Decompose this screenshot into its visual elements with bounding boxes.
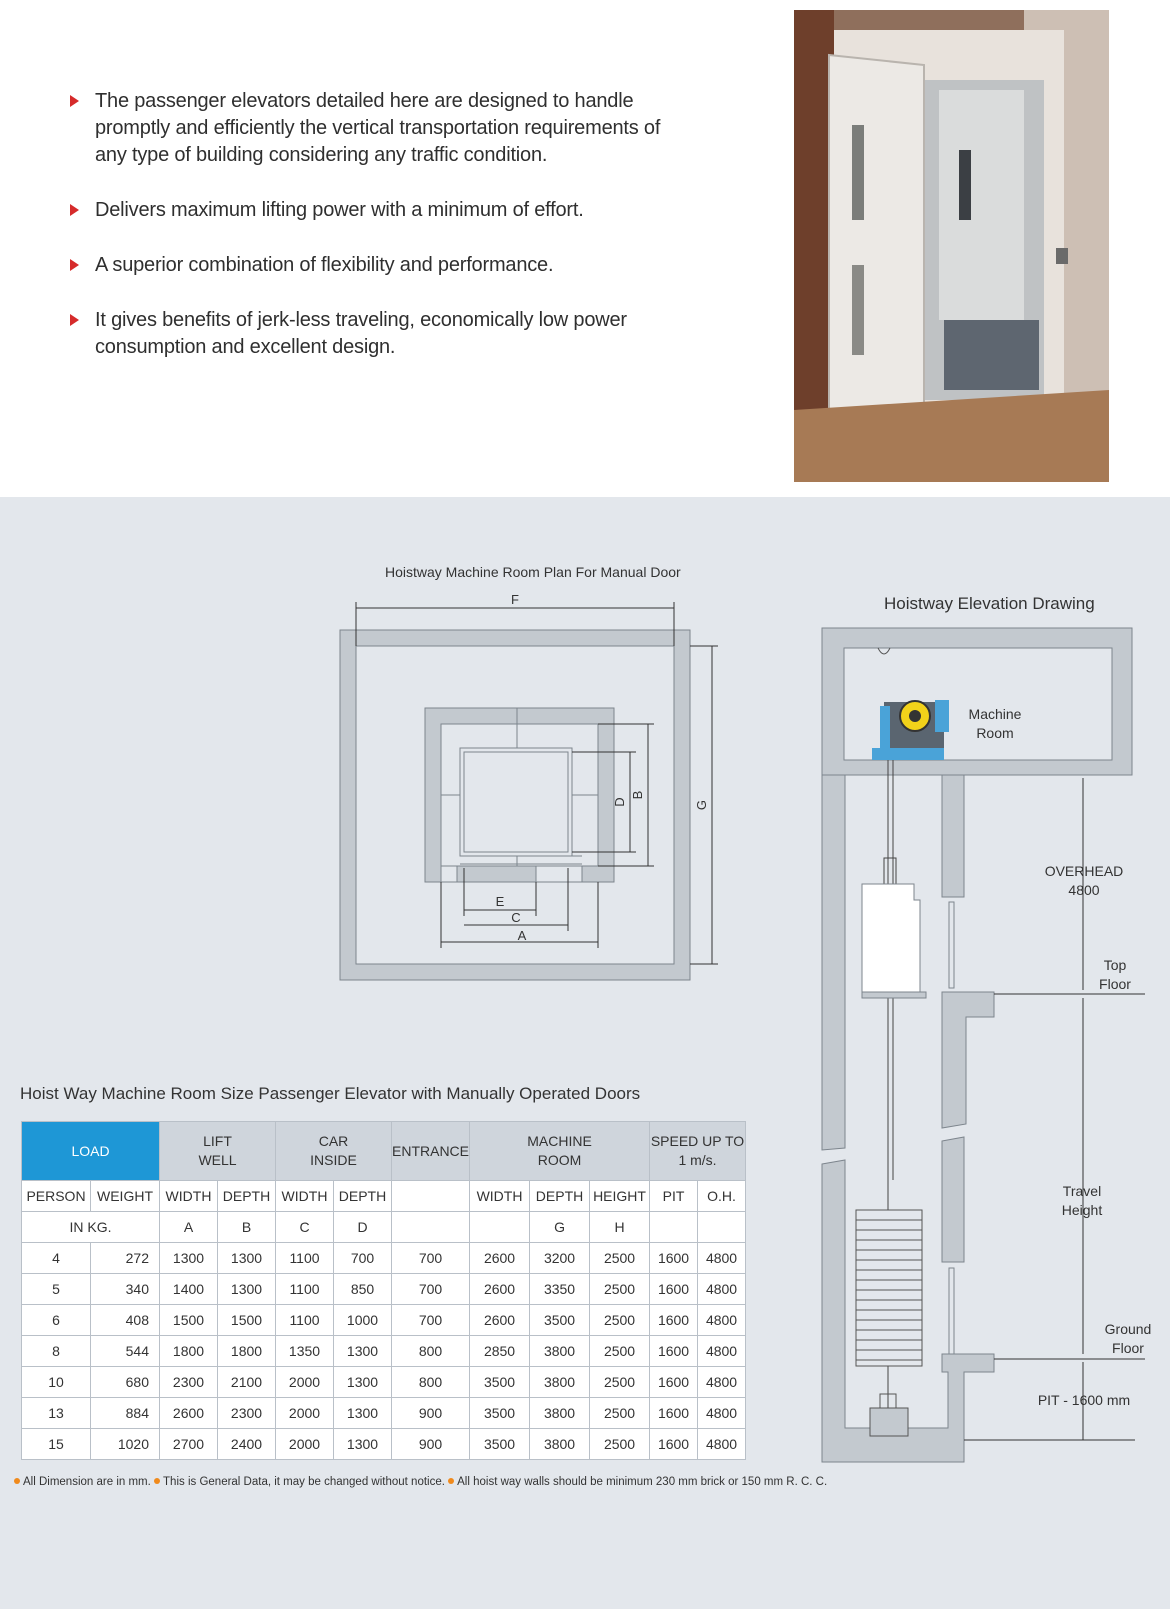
table-cell: 1300 bbox=[334, 1429, 392, 1460]
letter-cell: G bbox=[530, 1212, 590, 1243]
top-floor-slab bbox=[942, 992, 994, 1128]
hoistway-plan-drawing bbox=[330, 595, 730, 985]
table-cell: 3500 bbox=[530, 1305, 590, 1336]
table-cell: 15 bbox=[22, 1429, 91, 1460]
bullet-dot-icon bbox=[448, 1478, 454, 1484]
table-title: Hoist Way Machine Room Size Passenger Elevator with Manually Operated Doors bbox=[20, 1084, 641, 1103]
table-cell: 1300 bbox=[334, 1336, 392, 1367]
machine-motor-icon bbox=[872, 700, 949, 760]
table-cell: 800 bbox=[392, 1367, 470, 1398]
table-cell: 4 bbox=[22, 1243, 91, 1274]
overhead-value: 4800 bbox=[1068, 882, 1100, 898]
feature-item bbox=[70, 197, 670, 224]
elevation-title: Hoistway Elevation Drawing bbox=[884, 594, 1095, 613]
feature-text: A superior combination of flexibility and performance. bbox=[95, 254, 554, 276]
plan-title: Hoistway Machine Room Plan For Manual Door bbox=[385, 564, 681, 580]
letter-cell: IN KG. bbox=[22, 1212, 160, 1243]
table-cell: 1400 bbox=[160, 1274, 218, 1305]
bullet-dot-icon bbox=[154, 1478, 160, 1484]
machine-room-label: Room bbox=[976, 725, 1014, 741]
table-cell: 272 bbox=[91, 1243, 160, 1274]
table-cell: 2400 bbox=[218, 1429, 276, 1460]
table-cell: 2600 bbox=[470, 1243, 530, 1274]
table-cell: 4800 bbox=[698, 1274, 746, 1305]
header-speed: SPEED UP TO 1 m/s. bbox=[650, 1122, 746, 1181]
top-floor-label: Floor bbox=[1099, 976, 1131, 992]
table-cell: 1300 bbox=[160, 1243, 218, 1274]
footnotes bbox=[14, 1476, 827, 1488]
subheader-cell bbox=[392, 1181, 470, 1212]
subheader-cell: DEPTH bbox=[218, 1181, 276, 1212]
dimension-label-a: A bbox=[517, 928, 527, 943]
table-cell: 3500 bbox=[470, 1398, 530, 1429]
bullet-arrow-icon bbox=[70, 95, 79, 107]
travel-height-label: Travel bbox=[1062, 1183, 1102, 1199]
table-cell: 2300 bbox=[218, 1398, 276, 1429]
table-cell: 2500 bbox=[590, 1398, 650, 1429]
header-entrance: ENTRANCE bbox=[392, 1122, 470, 1181]
dimension-label-e: E bbox=[495, 894, 505, 909]
table-cell: 1500 bbox=[160, 1305, 218, 1336]
table-cell: 700 bbox=[334, 1243, 392, 1274]
table-cell: 900 bbox=[392, 1398, 470, 1429]
table-cell: 3500 bbox=[470, 1429, 530, 1460]
footnote-text: This is General Data, it may be changed without notice. bbox=[163, 1476, 445, 1488]
buffer bbox=[870, 1408, 908, 1436]
dimension-label-c: C bbox=[511, 910, 521, 925]
table-cell: 3200 bbox=[530, 1243, 590, 1274]
header-load: LOAD bbox=[22, 1122, 160, 1181]
table-cell: 4800 bbox=[698, 1398, 746, 1429]
table-cell: 2500 bbox=[590, 1274, 650, 1305]
feature-item bbox=[70, 307, 670, 361]
table-cell: 2100 bbox=[218, 1367, 276, 1398]
dimension-label-d: D bbox=[612, 797, 627, 807]
table-cell: 1350 bbox=[276, 1336, 334, 1367]
travel-height-label: Height bbox=[1061, 1202, 1103, 1218]
table-cell: 1800 bbox=[218, 1336, 276, 1367]
letter-cell: A bbox=[160, 1212, 218, 1243]
subheader-cell: HEIGHT bbox=[590, 1181, 650, 1212]
table-cell: 2500 bbox=[590, 1367, 650, 1398]
feature-text: Delivers maximum lifting power with a minimum of effort. bbox=[95, 199, 584, 221]
letter-cell bbox=[392, 1212, 470, 1243]
table-cell: 4800 bbox=[698, 1336, 746, 1367]
table-cell: 544 bbox=[91, 1336, 160, 1367]
letter-cell: B bbox=[218, 1212, 276, 1243]
table-cell: 1300 bbox=[334, 1367, 392, 1398]
table-cell: 5 bbox=[22, 1274, 91, 1305]
table-cell: 4800 bbox=[698, 1429, 746, 1460]
machine-room-label: Machine bbox=[968, 706, 1022, 722]
table-cell: 2500 bbox=[590, 1243, 650, 1274]
top-floor-label: Top bbox=[1103, 957, 1127, 973]
bullet-arrow-icon bbox=[70, 314, 79, 326]
table-row bbox=[22, 1398, 746, 1429]
subheader-cell: DEPTH bbox=[530, 1181, 590, 1212]
subheader-cell: WIDTH bbox=[276, 1181, 334, 1212]
table-cell: 13 bbox=[22, 1398, 91, 1429]
subheader-cell: WEIGHT bbox=[91, 1181, 160, 1212]
subheader-cell: DEPTH bbox=[334, 1181, 392, 1212]
table-cell: 8 bbox=[22, 1336, 91, 1367]
ground-floor-label: Ground bbox=[1104, 1321, 1152, 1337]
table-row bbox=[22, 1305, 746, 1336]
subheader-cell: WIDTH bbox=[470, 1181, 530, 1212]
table-subheader-row bbox=[22, 1181, 746, 1212]
table-cell: 3800 bbox=[530, 1429, 590, 1460]
table-cell: 408 bbox=[91, 1305, 160, 1336]
table-row bbox=[22, 1336, 746, 1367]
spec-table bbox=[21, 1121, 746, 1460]
table-cell: 4800 bbox=[698, 1243, 746, 1274]
counterweight bbox=[856, 1210, 922, 1366]
table-cell: 340 bbox=[91, 1274, 160, 1305]
table-cell: 3800 bbox=[530, 1398, 590, 1429]
table-cell: 2000 bbox=[276, 1398, 334, 1429]
subheader-cell: WIDTH bbox=[160, 1181, 218, 1212]
table-cell: 2500 bbox=[590, 1429, 650, 1460]
table-row bbox=[22, 1367, 746, 1398]
feature-text: The passenger elevators detailed here are designed to handle promptly and efficiently the vertical transportation requirements of any type of building considering any traffic condition. bbox=[95, 90, 661, 166]
table-cell: 1600 bbox=[650, 1336, 698, 1367]
header-lift-well: LIFT WELL bbox=[160, 1122, 276, 1181]
pit-label: PIT - 1600 mm bbox=[1037, 1392, 1131, 1408]
table-cell: 884 bbox=[91, 1398, 160, 1429]
table-cell: 2700 bbox=[160, 1429, 218, 1460]
table-cell: 1500 bbox=[218, 1305, 276, 1336]
table-cell: 1300 bbox=[334, 1398, 392, 1429]
table-body bbox=[22, 1243, 746, 1460]
table-cell: 680 bbox=[91, 1367, 160, 1398]
table-cell: 1100 bbox=[276, 1305, 334, 1336]
bullet-dot-icon bbox=[14, 1478, 20, 1484]
overhead-label: OVERHEAD bbox=[1044, 863, 1124, 879]
table-cell: 2600 bbox=[160, 1398, 218, 1429]
table-cell: 2850 bbox=[470, 1336, 530, 1367]
table-cell: 1600 bbox=[650, 1367, 698, 1398]
intro-section bbox=[0, 0, 1170, 497]
machine-room-wall bbox=[822, 628, 1132, 775]
letter-cell: C bbox=[276, 1212, 334, 1243]
table-cell: 3350 bbox=[530, 1274, 590, 1305]
subheader-cell: O.H. bbox=[698, 1181, 746, 1212]
letter-cell: H bbox=[590, 1212, 650, 1243]
dimension-label-f: F bbox=[511, 595, 519, 607]
shaft-wall-segment bbox=[942, 1137, 964, 1262]
table-cell: 2600 bbox=[470, 1305, 530, 1336]
table-cell: 2000 bbox=[276, 1429, 334, 1460]
dimension-label-b: B bbox=[630, 790, 645, 800]
table-cell: 2500 bbox=[590, 1336, 650, 1367]
table-cell: 6 bbox=[22, 1305, 91, 1336]
feature-item bbox=[70, 252, 670, 279]
footnote-text: All Dimension are in mm. bbox=[23, 1476, 151, 1488]
table-cell: 700 bbox=[392, 1305, 470, 1336]
table-cell: 3800 bbox=[530, 1367, 590, 1398]
table-cell: 1800 bbox=[160, 1336, 218, 1367]
shaft-wall-left-upper bbox=[822, 775, 845, 1150]
bullet-arrow-icon bbox=[70, 259, 79, 271]
ground-floor-label: Floor bbox=[1112, 1340, 1144, 1356]
table-cell: 2000 bbox=[276, 1367, 334, 1398]
bullet-arrow-icon bbox=[70, 204, 79, 216]
table-cell: 900 bbox=[392, 1429, 470, 1460]
table-cell: 10 bbox=[22, 1367, 91, 1398]
table-cell: 850 bbox=[334, 1274, 392, 1305]
table-cell: 1100 bbox=[276, 1274, 334, 1305]
table-cell: 1100 bbox=[276, 1243, 334, 1274]
table-cell: 1020 bbox=[91, 1429, 160, 1460]
table-row bbox=[22, 1274, 746, 1305]
table-cell: 700 bbox=[392, 1274, 470, 1305]
letter-cell bbox=[650, 1212, 698, 1243]
table-cell: 2300 bbox=[160, 1367, 218, 1398]
table-cell: 1300 bbox=[218, 1274, 276, 1305]
header-machine-room: MACHINE ROOM bbox=[470, 1122, 650, 1181]
table-cell: 1300 bbox=[218, 1243, 276, 1274]
table-cell: 1600 bbox=[650, 1305, 698, 1336]
letter-cell: D bbox=[334, 1212, 392, 1243]
table-cell: 4800 bbox=[698, 1367, 746, 1398]
header-car-inside: CAR INSIDE bbox=[276, 1122, 392, 1181]
table-cell: 1600 bbox=[650, 1274, 698, 1305]
table-header-row bbox=[22, 1122, 746, 1181]
subheader-cell: PIT bbox=[650, 1181, 698, 1212]
table-cell: 1600 bbox=[650, 1243, 698, 1274]
letter-cell bbox=[698, 1212, 746, 1243]
dimension-label-g: G bbox=[694, 799, 709, 811]
table-letter-row bbox=[22, 1212, 746, 1243]
table-cell: 700 bbox=[392, 1243, 470, 1274]
shaft-wall-segment bbox=[942, 775, 964, 897]
table-row bbox=[22, 1429, 746, 1460]
feature-text: It gives benefits of jerk-less traveling, economically low power consumption and excellent design. bbox=[95, 309, 627, 358]
table-cell: 2600 bbox=[470, 1274, 530, 1305]
table-cell: 1600 bbox=[650, 1429, 698, 1460]
table-cell: 3800 bbox=[530, 1336, 590, 1367]
table-cell: 1000 bbox=[334, 1305, 392, 1336]
table-cell: 3500 bbox=[470, 1367, 530, 1398]
subheader-cell: PERSON bbox=[22, 1181, 91, 1212]
hoistway-elevation-drawing bbox=[815, 620, 1160, 1470]
table-row bbox=[22, 1243, 746, 1274]
letter-cell bbox=[470, 1212, 530, 1243]
feature-item bbox=[70, 88, 670, 169]
feature-list bbox=[70, 88, 670, 389]
footnote-text: All hoist way walls should be minimum 230 mm brick or 150 mm R. C. C. bbox=[457, 1476, 828, 1488]
table-cell: 800 bbox=[392, 1336, 470, 1367]
table-cell: 1600 bbox=[650, 1398, 698, 1429]
elevator-door-photo bbox=[794, 10, 1109, 482]
table-cell: 4800 bbox=[698, 1305, 746, 1336]
elevator-car bbox=[862, 884, 920, 992]
table-cell: 2500 bbox=[590, 1305, 650, 1336]
